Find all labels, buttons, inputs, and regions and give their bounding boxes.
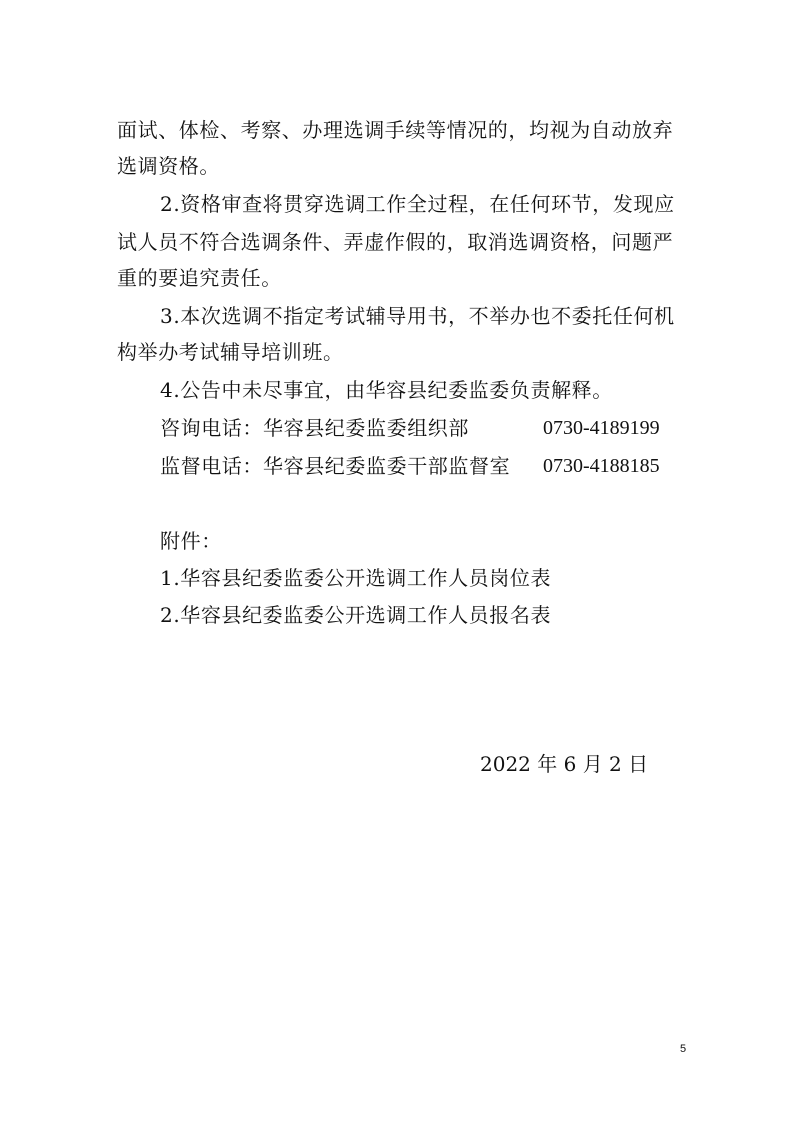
paragraph-1-line-1: 面试、体检、考察、办理选调手续等情况的，均视为自动放弃 [117, 118, 674, 142]
paragraph-1-line-2: 选调资格。 [117, 154, 220, 178]
attachments-heading: 附件： [160, 529, 222, 553]
attachment-item-2: 2.华容县纪委监委公开选调工作人员报名表 [160, 603, 552, 627]
paragraph-4-line-1: 4.公告中未尽事宜，由华容县纪委监委负责解释。 [160, 378, 613, 402]
attachment-item-1: 1.华容县纪委监委公开选调工作人员岗位表 [160, 566, 552, 590]
document-date: 2022 年 6 月 2 日 [480, 752, 649, 776]
paragraph-3-line-2: 构举办考试辅导培训班。 [117, 340, 344, 364]
contact-supervision-phone: 0730-4188185 [543, 455, 660, 477]
paragraph-3-line-1: 3.本次选调不指定考试辅导用书，不举办也不委托任何机 [160, 304, 675, 328]
page-number: 5 [680, 1043, 687, 1055]
paragraph-2-line-1: 2.资格审查将贯穿选调工作全过程，在任何环节，发现应 [160, 192, 675, 216]
contact-supervision-label: 监督电话：华容县纪委监委干部监督室 [160, 454, 511, 478]
paragraph-2-line-2: 试人员不符合选调条件、弄虚作假的，取消选调资格，问题严 [117, 230, 674, 254]
paragraph-2-line-3: 重的要追究责任。 [117, 266, 282, 290]
contact-consult-label: 咨询电话：华容县纪委监委组织部 [160, 416, 469, 440]
contact-consult-phone: 0730-4189199 [543, 417, 660, 439]
